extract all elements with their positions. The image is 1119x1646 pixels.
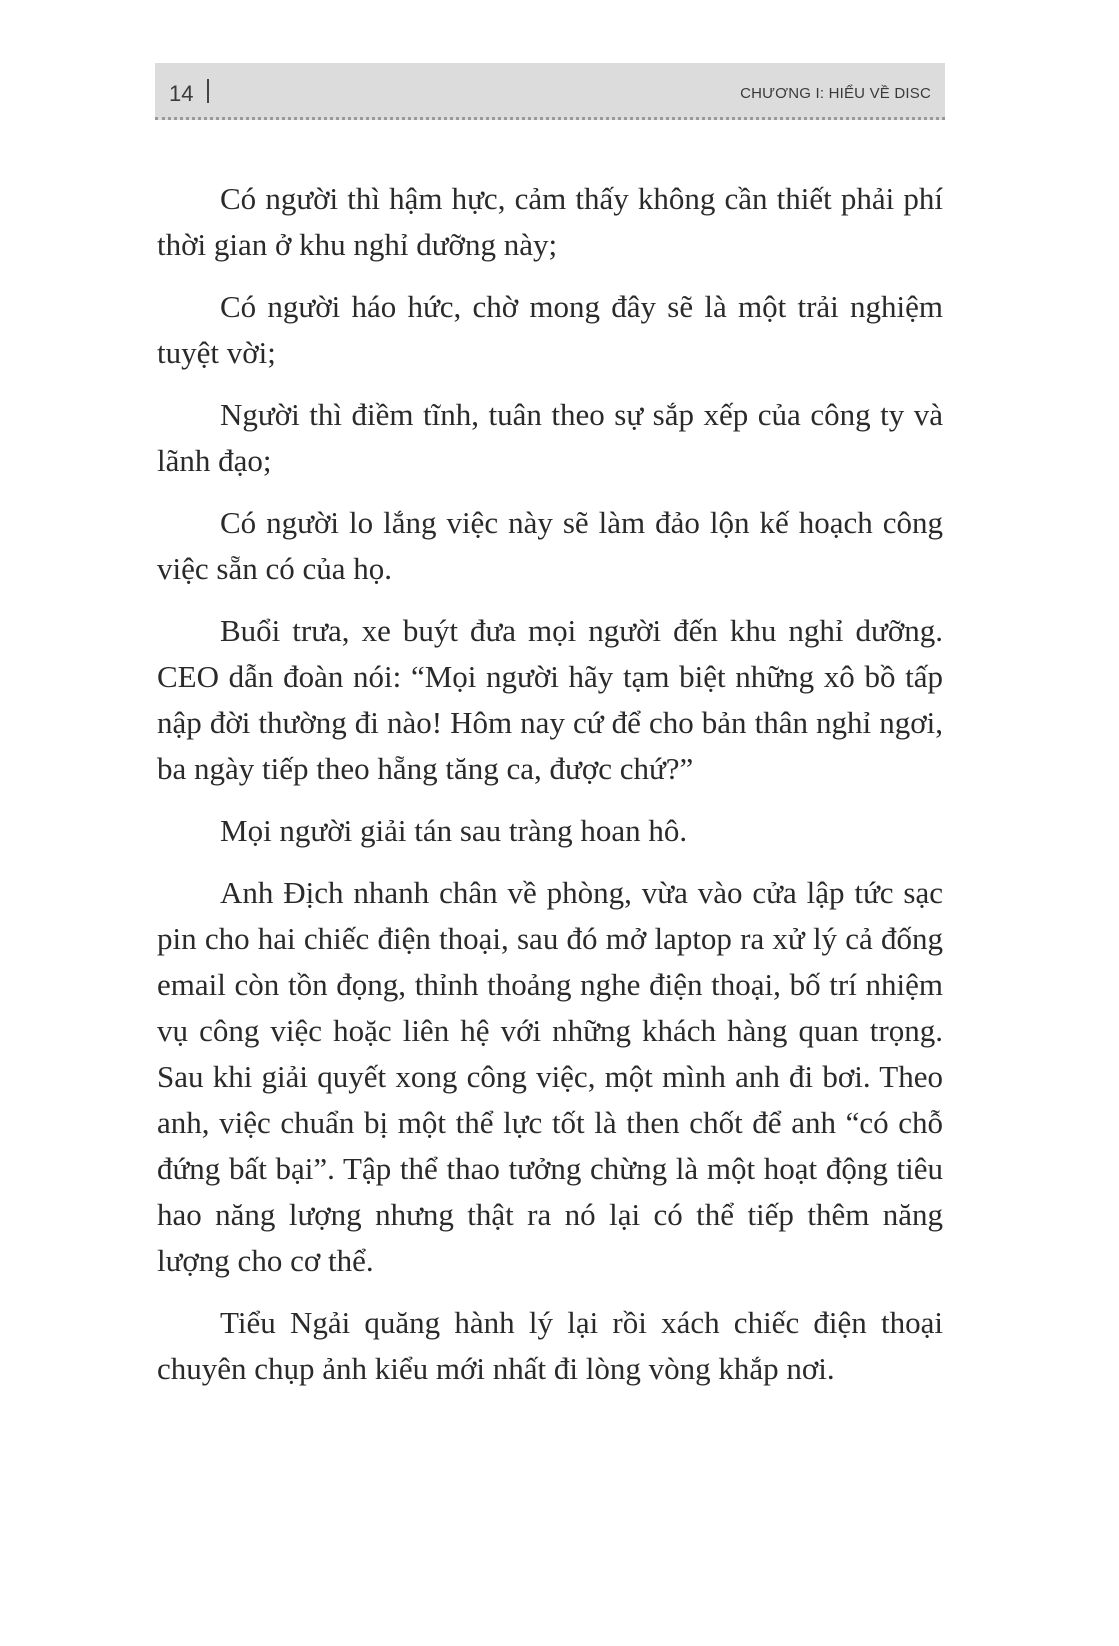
paragraph: Tiểu Ngải quăng hành lý lại rồi xách chiếc điện thoại chuyên chụp ảnh kiểu mới nhất đi lòng vòng khắp nơi.: [157, 1305, 943, 1386]
paragraph: Có người thì hậm hực, cảm thấy không cần thiết phải phí thời gian ở khu nghỉ dưỡng này;: [157, 181, 943, 262]
paragraph: Có người lo lắng việc này sẽ làm đảo lộn kế hoạch công việc sẵn có của họ.: [157, 505, 943, 586]
chapter-title: CHƯƠNG I: HIỂU VỀ DISC: [740, 85, 931, 102]
paragraph: Buổi trưa, xe buýt đưa mọi người đến khu nghỉ dưỡng. CEO dẫn đoàn nói: “Mọi người hãy tạm biệt những xô bồ tấp nập đời thường đi nào! Hôm nay cứ để cho bản thân nghỉ ngơi, ba ngày tiếp theo hẵng tăng ca, được chứ?”: [157, 613, 943, 786]
paragraph: Có người háo hức, chờ mong đây sẽ là một trải nghiệm tuyệt vời;: [157, 289, 943, 370]
paragraph: Anh Địch nhanh chân về phòng, vừa vào cửa lập tức sạc pin cho hai chiếc điện thoại, sau đó mở laptop ra xử lý cả đống email còn tồn đọng, thỉnh thoảng nghe điện thoại, bố trí nhiệm vụ công việc hoặc liên hệ với những khách hàng quan trọng. Sau khi giải quyết xong công việc, một mình anh đi bơi. Theo anh, việc chuẩn bị một thể lực tốt là then chốt để anh “có chỗ đứng bất bại”. Tập thể thao tưởng chừng là một hoạt động tiêu hao năng lượng nhưng thật ra nó lại có thể tiếp thêm năng lượng cho cơ thể.: [157, 875, 943, 1278]
body-text: [157, 176, 943, 1408]
page-number: 14: [169, 81, 194, 106]
paragraph: Mọi người giải tán sau tràng hoan hô.: [220, 813, 688, 848]
running-header: [155, 63, 945, 120]
paragraph: Người thì điềm tĩnh, tuân theo sự sắp xếp của công ty và lãnh đạo;: [157, 397, 943, 478]
header-divider: [207, 79, 209, 103]
